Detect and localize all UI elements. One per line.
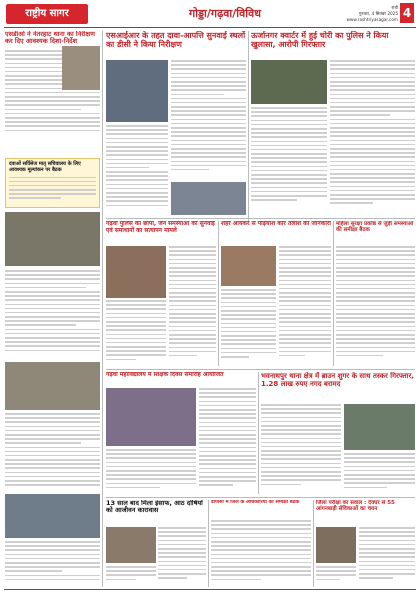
story-s3-body bbox=[330, 60, 415, 215]
story-s6-photo bbox=[221, 246, 276, 286]
story-s13-body-left bbox=[316, 566, 356, 587]
story-s1-photo-small bbox=[62, 46, 100, 90]
story-s4 bbox=[5, 158, 100, 208]
divider-row3 bbox=[106, 497, 415, 498]
city: रांची bbox=[391, 5, 398, 10]
story-s10 bbox=[106, 500, 206, 524]
story-s7-text bbox=[336, 246, 415, 356]
story-s2-text-left bbox=[106, 125, 168, 206]
story-s6-text-left bbox=[221, 289, 276, 358]
divider-row4a bbox=[208, 500, 209, 587]
story-s8-text bbox=[199, 388, 256, 486]
divider-row2 bbox=[106, 369, 415, 370]
story-s7 bbox=[336, 221, 415, 243]
story-s5-headline: गढ़वा पुलिस का छापा, जन समस्याओं की सुनवाई एवं समाधानों का सत्यापन मामले bbox=[106, 221, 215, 234]
divider-row2a bbox=[218, 221, 219, 366]
story-s11 bbox=[211, 500, 311, 518]
divider-row1 bbox=[106, 218, 415, 219]
website: www.rashtriyasagar.com bbox=[346, 17, 398, 22]
story-s9-photo bbox=[344, 404, 415, 450]
story-s3-text-left bbox=[251, 107, 327, 201]
page-number: 4 bbox=[400, 3, 414, 23]
story-s13-photo bbox=[316, 527, 356, 563]
story-s2-text bbox=[171, 60, 246, 170]
story-s9-text bbox=[261, 404, 341, 485]
story-s4-headline: दवाओं सर्विसेज मातृ सचिवालय के लिए आवश्यक मूल्यांकन पर बैठक bbox=[9, 161, 81, 173]
story-s10-text bbox=[158, 527, 206, 579]
story-s9 bbox=[261, 372, 415, 402]
story-s1-headline: एसडीओ ने नेतरहाट थाना का निरीक्षण कर दिए आवश्यक दिशा-निर्देश bbox=[5, 31, 95, 46]
story-s8-body-left bbox=[106, 449, 196, 494]
divider-row4b bbox=[313, 500, 314, 587]
story-col1-body bbox=[5, 270, 100, 360]
story-s8-body bbox=[199, 388, 256, 494]
story-s2 bbox=[106, 31, 246, 57]
story-s13-headline: जिला परीक्षा का सवाल : देवघर से 55 आंगनबाड़ी सेविकाओं का चयन bbox=[316, 500, 395, 513]
masthead-meta bbox=[347, 5, 399, 23]
story-s7-body bbox=[336, 246, 415, 366]
story-s7-headline: महिला सुरक्षा प्रकोष्ठ से जुड़ी समस्याओं की समीक्षा बैठक bbox=[336, 221, 414, 234]
story-s4-photo bbox=[5, 212, 100, 266]
footer-rule bbox=[4, 589, 416, 590]
story-col1-photo-3 bbox=[5, 494, 100, 538]
masthead-rule bbox=[4, 27, 416, 28]
story-s3-photo bbox=[251, 60, 327, 104]
story-col1-text-2 bbox=[5, 413, 100, 486]
story-s13 bbox=[316, 500, 415, 524]
story-s3 bbox=[251, 31, 415, 57]
story-col1-photo-2 bbox=[5, 362, 100, 410]
story-s5 bbox=[106, 221, 216, 243]
story-s10-headline: 13 साल बाद मिला इंसाफ, आठ दोषियों को आजीवन कारावास bbox=[106, 500, 203, 515]
story-col1-body-2 bbox=[5, 413, 100, 491]
story-s5-body bbox=[169, 246, 216, 366]
story-s2-body bbox=[171, 60, 246, 180]
story-s8-photo bbox=[106, 388, 196, 446]
story-s2-photo-2 bbox=[171, 182, 246, 215]
story-s6-text bbox=[279, 246, 331, 356]
story-s8-headline: गढ़वा महाविद्यालय में शिक्षक दिवस समारोह आयोजित bbox=[106, 372, 224, 378]
story-s5-photo bbox=[106, 246, 166, 298]
story-s6-headline: शहर आयकर से पढ़ियांश कार तलाश की जानकारी bbox=[221, 221, 331, 227]
story-col1-text-3 bbox=[5, 541, 100, 580]
story-s4-body bbox=[9, 177, 96, 200]
date: गुरुवार, 4 सितंबर 2025 bbox=[358, 11, 398, 16]
story-s11-body bbox=[211, 520, 311, 587]
story-s9-body bbox=[261, 404, 341, 494]
story-col1-body-3 bbox=[5, 541, 100, 587]
story-s5-text bbox=[169, 246, 216, 356]
brand-logo: राष्ट्रीय सागर bbox=[6, 4, 88, 24]
story-s6-body bbox=[279, 246, 331, 366]
divider-col1 bbox=[102, 31, 103, 587]
story-s8-text-left bbox=[106, 449, 196, 488]
story-s6 bbox=[221, 221, 331, 243]
story-s10-text-left bbox=[106, 566, 156, 580]
story-s5-text-left bbox=[106, 300, 166, 360]
story-s2-body-left bbox=[106, 125, 168, 215]
story-s6-body-left bbox=[221, 289, 276, 366]
story-col1-text bbox=[5, 270, 100, 351]
story-s13-text-left bbox=[316, 566, 356, 580]
divider-row3a bbox=[258, 372, 259, 494]
story-s10-photo bbox=[106, 527, 156, 563]
story-s11-text bbox=[211, 520, 311, 580]
story-s10-body-left bbox=[106, 566, 156, 587]
story-s9-headline: भवनाथपुर थाना क्षेत्र में ब्राउन शुगर के साथ तस्कर गिरफ्तार, 1.28 लाख रुपए नगद बरामद bbox=[261, 372, 414, 389]
story-s9-text-right bbox=[344, 453, 415, 488]
story-s10-body bbox=[158, 527, 206, 587]
divider-row2b bbox=[333, 221, 334, 366]
story-s3-headline: ऊर्जानगर क्वार्टर में हुई चोरी का पुलिस ने किया खुलासा, आरोपी गिरफ्तार bbox=[251, 31, 389, 50]
story-s8 bbox=[106, 372, 256, 386]
story-s9-body-right bbox=[344, 453, 415, 494]
story-s5-body-left bbox=[106, 300, 166, 366]
story-s11-headline: डीपीसी में जिले के अधिकारियों की समीक्षा बैठक bbox=[211, 500, 300, 505]
story-s3-text bbox=[330, 60, 415, 204]
masthead bbox=[0, 0, 420, 28]
section-title: गोड्डा/गढ़वा/विविध bbox=[189, 7, 261, 20]
story-s3-body-left bbox=[251, 107, 327, 215]
story-s2-photo bbox=[106, 60, 168, 122]
divider-col2 bbox=[248, 31, 249, 221]
story-s2-headline: एसआईआर के तहत दावा-आपत्ति सुनवाई स्थलों का डीसी ने किया निरीक्षण bbox=[106, 31, 246, 50]
story-s13-body bbox=[359, 527, 415, 587]
story-s13-text bbox=[359, 527, 415, 579]
